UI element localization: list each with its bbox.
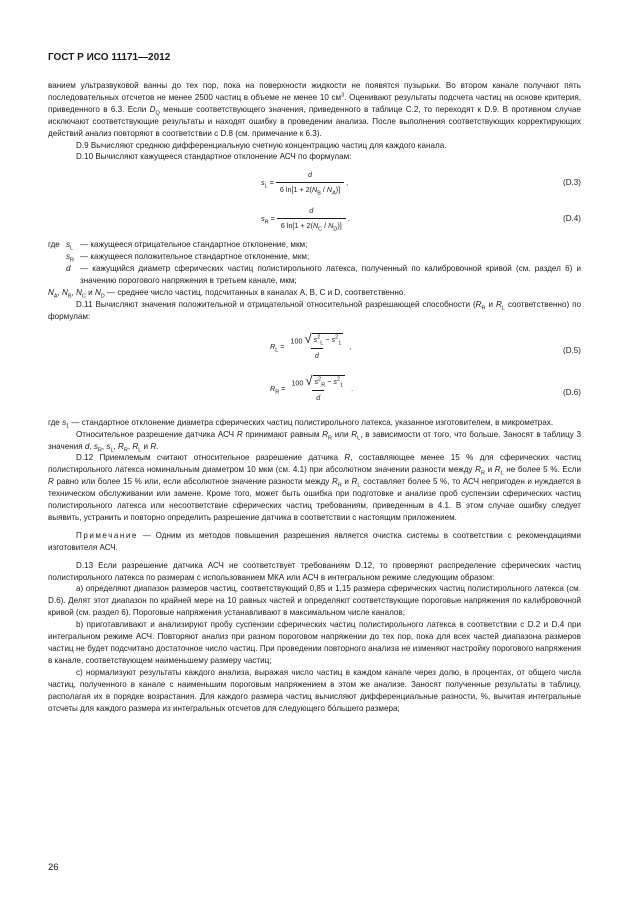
document-header: ГОСТ Р ИСО 11171—2012 [48, 52, 171, 63]
paragraph-d11: D.11 Вычисляют значения положительной и отрицательной относительной разрешающей способности ($R_R$ и $R_L$ соответственно) по формулам: [48, 299, 581, 321]
paragraph-d10: D.10 Вычисляют кажущееся стандартное отклонение АСЧ по формулам: [76, 152, 352, 162]
definition: — кажущееся отрицательное стандартное отклонение, мкм; [80, 240, 308, 250]
symbol: $s_R$ [66, 252, 75, 264]
formula-lhs: $s_L$ = [261, 177, 276, 190]
denominator: d [312, 390, 324, 404]
list-item-c: с) нормализуют результаты каждого анализа, выражая число частиц в каждом канале через долю, в процентах, от общего числа частиц, полученного в канале с наименьшим пороговым напряжением в этом же анализе. Заносят полученные результаты в таблицу, располагая их в порядке возрастания. Для каждого размера частиц вычисляют дифференциальные разности, %, вычитая интегральные отсчеты для каждого размера из интегральных отсчетов для следующего бо́льшего размера; [48, 667, 581, 713]
list-item-b: b) приготавливают и анализируют пробу суспензии сферических частиц полистирольного латекса в соответствии с D.2 и D.4 при интегральном режиме АСЧ. Повторяют анализ при разном пороговом напряжении до тех пор, пока для всех частей диапазона размеров частиц не будет подсчитано достаточное число частиц. При проведении повторного анализа не изменяют настройку порогового напряжения в канале, соответствующем наименьшему размеру частиц; [48, 620, 581, 665]
formula-label: (D.4) [563, 214, 581, 224]
denominator: 6 $\ln[1 + 2(N_B / N_A)]$ [276, 182, 344, 196]
formula-lhs: $R_R$ = [270, 384, 288, 396]
formula-lhs: $s_R$ = [261, 213, 277, 226]
note-title: Примечание [76, 530, 138, 540]
paragraph-resolution: Относительное разрешение датчика АСЧ R принимают равным $R_R$ или $R_L$, в зависимости от того, что больше. Заносят в таблицу 3 значения d, $s_R$, $s_L$, $R_R$, $R_L$ и R. [48, 429, 582, 454]
formula-d4: $s_R$ = $\frac{d}{6 \ln[1 + 2(N_C / N_D)]}$ . (D.4) [261, 206, 581, 233]
note [48, 530, 581, 554]
paragraph-d9: D.9 Вычисляют среднюю дифференциальную счетную концентрацию частиц для каждого канала. [76, 140, 447, 150]
paragraph-d13: D.13 Если разрешение датчика АСЧ не соответствует требованиям D.12, то проверяют распределение сферических частиц полистирольного латекса по размерам с использованием МКА или АСЧ в интегральном режиме следующим образом: [48, 560, 581, 582]
numerator: d [308, 170, 313, 180]
numerator: 100 √ $s^2_R - s^2_1$ [291, 373, 344, 389]
sqrt: √ $s^2_R - s^2_1$ [305, 373, 344, 389]
sqrt: √ $s^2_L - s^2_1$ [304, 331, 342, 347]
page-number: 26 [48, 862, 59, 873]
formula-d5: $R_L$ = 100 √ $s^2_L - s^2_1$ d , (D.5) [270, 331, 581, 361]
definition-s1: где $s_1$ — стандартное отклонение диаметра сферических частиц полистирольного латекса, указанное изготовителем, в микрометрах. [48, 417, 554, 430]
definitions-list [48, 239, 581, 299]
fraction [286, 333, 347, 362]
formula-d6: $R_R$ = 100 √ $s^2_R - s^2_1$ d . (D.6) [270, 373, 581, 403]
list-item-a: а) определяют диапазон размеров частиц, соответствующий 0,85 и 1,15 размера сферических частиц полистирольного латекса (см. D.6). Делят этот диапазон по крайней мере на 10 равных частей и определяют соответствующие пороговые напряжения по калибровочной кривой (см. раздел 6). Пороговые напряжения устанавливают в максимальном числе каналов; [48, 584, 581, 618]
formula-lhs: $R_L$ = [270, 342, 287, 354]
symbol: $s_L$ [66, 240, 74, 252]
note-text: — Одним из методов повышения разрешения является очистка системы в соответствии с рекомендациями изготовителя АСЧ. [48, 530, 581, 552]
fraction [277, 205, 346, 232]
formula-label: (D.5) [563, 345, 581, 355]
numerator: 100 √ $s^2_L - s^2_1$ [290, 331, 342, 347]
numerator: d [309, 206, 314, 216]
document-body [48, 80, 581, 714]
fraction [276, 169, 344, 196]
where-label: где [48, 240, 60, 250]
paragraph-continuation: ванием ультразвуковой ванны до тех пор, пока на поверхности жидкости не появятся пузырьки. Во втором канале получают пять последовательных отсчетов не менее 2500 частиц в объеме не менее 10 $см^3$. Оценивают результаты подсчета частиц на основе критерия, приведенного в 6.3. Если $D_Q$ меньше соответствующего значения, приведенного в таблице С.2, то переходят к D.9. В противном случае исключают соответствующие результаты и находят ошибку в проведении анализа. После выполнения соответствующих корректирующих действий анализ повторяют в соответствии с D.8 (см. примечание к 6.3). [48, 81, 581, 138]
denominator: 6 $\ln[1 + 2(N_C / N_D)]$ [277, 218, 346, 232]
formula-label: (D.3) [563, 178, 581, 188]
definition: — кажущийся диаметр сферических частиц полистирольного латекса, полученный по калибровочной кривой (см. раздел 6) и значению порогового напряжения в третьем канале, мкм; [80, 264, 581, 286]
fraction [287, 375, 349, 404]
definition: — кажущееся положительное стандартное отклонение, мкм; [80, 252, 310, 262]
formula-d3: $s_L$ = $\frac{d}{6 \ln[1 + 2(N_B / N_A)]}$ , (D.3) [261, 170, 581, 197]
paragraph-d12: D.12 Приемлемым считают относительное разрешение датчика R, составляющее менее 15 % для сферических частиц полистирольного латекса номинальным диаметром 10 мкм (см. 4.1) при абсолютном значении разности между $R_R$ и $R_L$ не более 5 %. Если R равно или более 15 % или, если абсолютное значение разности между $R_R$ и $R_L$ составляет более 5 %, то АСЧ непригоден и нуждается в техническом обслуживании или замене. Кроме того, может быть ошибка при подготовке и анализе проб суспензии сферических частиц полистирольного латекса или несоответствие сферических частиц требованиям, приведенным в 4.1. В этом случае ошибку следует выявить, устранить и повторно определить разрешение датчика в соответствии с настоящим приложением. [48, 453, 582, 522]
formula-label: (D.6) [563, 387, 581, 397]
denominator: d [311, 348, 323, 362]
symbol: d [66, 264, 71, 274]
definition-counts: $N_A$, $N_B$, $N_C$ и $N_D$ — среднее число частиц, подсчитанных в каналах А, В, С и D, соответственно. [48, 287, 406, 300]
